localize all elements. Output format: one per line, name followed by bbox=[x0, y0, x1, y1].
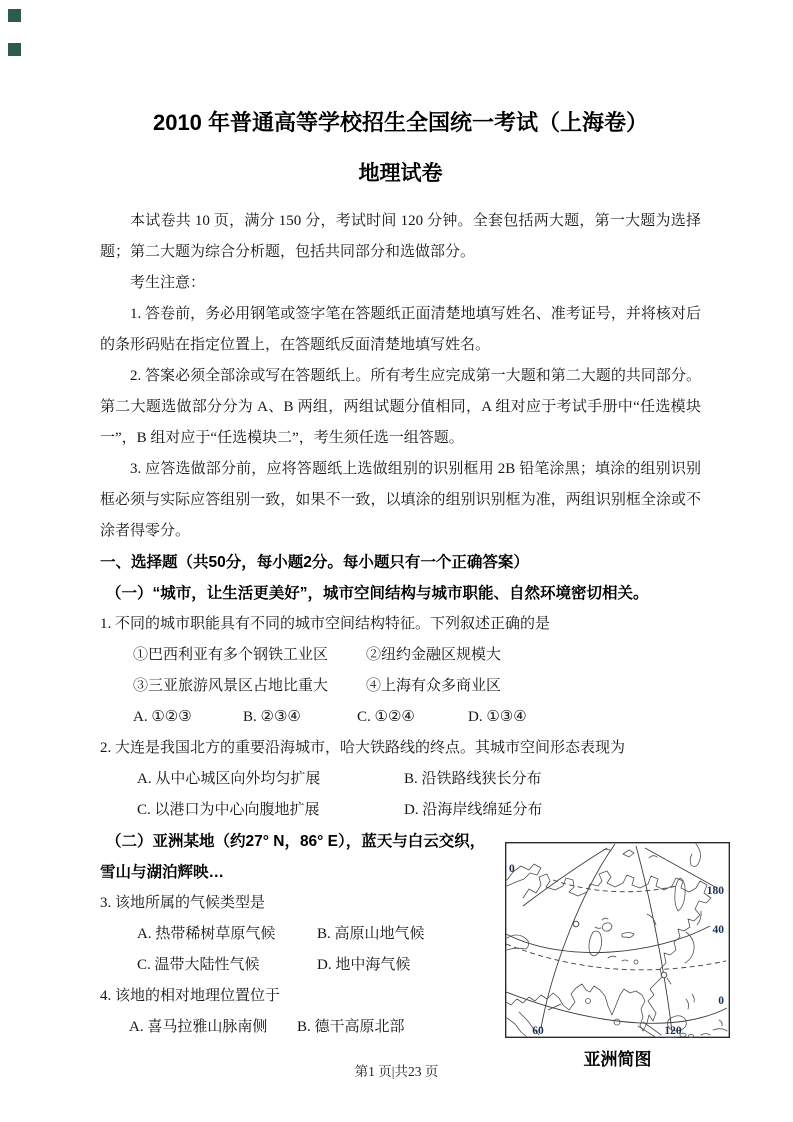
question-1-statements bbox=[133, 640, 701, 702]
lake-mark-2 bbox=[622, 960, 628, 961]
lat-40-label: 40 bbox=[712, 924, 724, 936]
aral-sea bbox=[602, 923, 612, 931]
graticule-node-1 bbox=[573, 921, 579, 927]
group-1-heading: （一）“城市，让生活更美好”，城市空间结构与城市职能、自然环境密切相关。 bbox=[106, 585, 649, 602]
arctic-island-2 bbox=[649, 856, 657, 858]
statement-3: ③三亚旅游风景区占地比重大 bbox=[133, 678, 329, 694]
asia-sketch-map bbox=[505, 842, 730, 1038]
lake-mark-3 bbox=[602, 918, 608, 920]
coastlines bbox=[506, 844, 727, 1038]
lake-baikal bbox=[647, 914, 656, 925]
red-sea-coast-1 bbox=[507, 1018, 527, 1037]
lat-0-label: 0 bbox=[718, 995, 724, 1007]
question-3-choices bbox=[137, 919, 495, 981]
page-title: 2010 年普通高等学校招生全国统一考试（上海卷） bbox=[152, 110, 649, 135]
choice-a: A. 从中心城区向外均匀扩展 bbox=[137, 771, 321, 787]
page-subtitle: 地理试卷 bbox=[358, 162, 443, 185]
map-caption: 亚洲简图 bbox=[583, 1050, 652, 1069]
choice-d: D. 沿海岸线绵延分布 bbox=[404, 802, 543, 818]
question-1-stem: 1. 不同的城市职能具有不同的城市空间结构特征。下列叙述正确的是 bbox=[100, 616, 551, 632]
question-1-choices bbox=[133, 702, 701, 733]
page-footer: 第1 页|共23 页 bbox=[354, 1064, 439, 1079]
choice-b: B. ②③④ bbox=[243, 709, 301, 725]
choice-b: B. 德干高原北部 bbox=[297, 1019, 405, 1035]
caspian-sea bbox=[589, 931, 602, 956]
sumatra-island-1 bbox=[638, 1026, 657, 1038]
philippines-1 bbox=[686, 999, 689, 1009]
statement-1: ①巴西利亚有多个钢铁工业区 bbox=[133, 647, 329, 663]
island-mark-1 bbox=[634, 960, 638, 964]
corner-marker-2 bbox=[8, 43, 21, 56]
question-4-stem: 4. 该地的相对地理位置位于 bbox=[100, 988, 281, 1004]
choice-d: D. 地中海气候 bbox=[317, 957, 411, 973]
arabian-sea-island bbox=[586, 999, 591, 1004]
se-island-2 bbox=[701, 1034, 710, 1036]
lon-60-label: 60 bbox=[532, 1025, 544, 1037]
statement-2: ②纽约金融区规模大 bbox=[366, 647, 502, 663]
sri-lanka-island bbox=[614, 1019, 620, 1025]
statement-4: ④上海有众多商业区 bbox=[366, 678, 502, 694]
choice-a: A. ①②③ bbox=[133, 709, 192, 725]
meridian-120 bbox=[636, 846, 672, 1032]
arctic-circle-dashed bbox=[553, 880, 677, 892]
philippines-2 bbox=[692, 994, 694, 1002]
notice-item-2: 2. 答案必须全部涂或写在答题纸上。所有考生应完成第一大题和第二大题的共同部分。第二大题选做部分分为 A、B 两组，两组试题分值相同，A 组对应于考试手册中“任选模块一”，B 组对应于“任选模块二”，考生须任选一组答题。 bbox=[100, 368, 701, 446]
lon-180-label: 180 bbox=[706, 885, 724, 897]
lat-40-arc bbox=[506, 926, 710, 953]
lon-120-label: 120 bbox=[664, 1025, 682, 1037]
notice-item-3: 3. 应答选做部分前，应将答题纸上选做组别的识别框用 2B 铅笔涂黑；填涂的组别识别框必须与实际应答组别一致，如果不一致，以填涂的组别识别框为准，两组识别框全涂或不涂者得零分。 bbox=[100, 461, 701, 539]
group-2-block bbox=[100, 826, 724, 1072]
question-4-choices bbox=[129, 1012, 495, 1043]
sakhalin-island bbox=[675, 878, 685, 911]
choice-a: A. 热带稀树草原气候 bbox=[137, 926, 276, 942]
question-2-choices bbox=[137, 764, 701, 826]
se-island-3 bbox=[719, 1020, 722, 1026]
lake-mark-1 bbox=[608, 956, 616, 958]
choice-c: C. 温带大陆性气候 bbox=[137, 957, 260, 973]
choice-c: C. 以港口为中心向腹地扩展 bbox=[137, 802, 320, 818]
corner-marker-1 bbox=[8, 9, 21, 22]
intro-paragraph: 本试卷共 10 页，满分 150 分，考试时间 120 分钟。全套包括两大题，第一大题为选择题；第二大题为综合分析题，包括共同部分和选做部分。 bbox=[100, 213, 701, 260]
asia-map-figure bbox=[505, 842, 730, 1072]
lake-balkhash bbox=[622, 933, 634, 938]
meridian-60 bbox=[541, 844, 615, 1028]
choice-a: A. 喜马拉雅山脉南侧 bbox=[129, 1019, 268, 1035]
se-island-1 bbox=[713, 1029, 727, 1031]
question-2-stem: 2. 大连是我国北方的重要沿海城市，哈大铁路线的终点。其城市空间形态表现为 bbox=[100, 740, 626, 756]
map-labels bbox=[509, 863, 724, 1037]
lake-mark-4 bbox=[595, 927, 601, 928]
notice-item-1: 1. 答卷前，务必用钢笔或签字笔在答题纸正面清楚地填写姓名、准考证号，并将核对后的条形码贴在指定位置上，在答题纸反面清楚地填写姓名。 bbox=[100, 306, 701, 353]
choice-d: D. ①③④ bbox=[468, 709, 527, 725]
japan-arc-2 bbox=[697, 911, 701, 925]
kamchatka-peninsula bbox=[690, 844, 700, 866]
section-1-heading: 一、选择题（共50分，每小题2分。每小题只有一个正确答案） bbox=[100, 554, 529, 571]
group-2-heading: （二）亚洲某地（约27° N，86° E），蓝天与白云交织，雪山与湖泊辉映… bbox=[100, 833, 486, 881]
meridian-180 bbox=[645, 848, 717, 888]
choice-c: C. ①②④ bbox=[357, 709, 415, 725]
sumatra-island-2 bbox=[643, 1022, 661, 1035]
choice-b: B. 沿铁路线狭长分布 bbox=[404, 771, 542, 787]
lon-0-label: 0 bbox=[509, 863, 515, 875]
arctic-island-1 bbox=[623, 850, 634, 857]
mainland-coast bbox=[506, 871, 711, 1031]
taiwan-island bbox=[667, 978, 671, 984]
choice-b: B. 高原山地气候 bbox=[317, 926, 425, 942]
map-border bbox=[506, 843, 730, 1038]
group-2-text-column bbox=[100, 826, 505, 1043]
notice-label: 考生注意： bbox=[130, 275, 206, 291]
question-3-stem: 3. 该地所属的气候类型是 bbox=[100, 895, 266, 911]
